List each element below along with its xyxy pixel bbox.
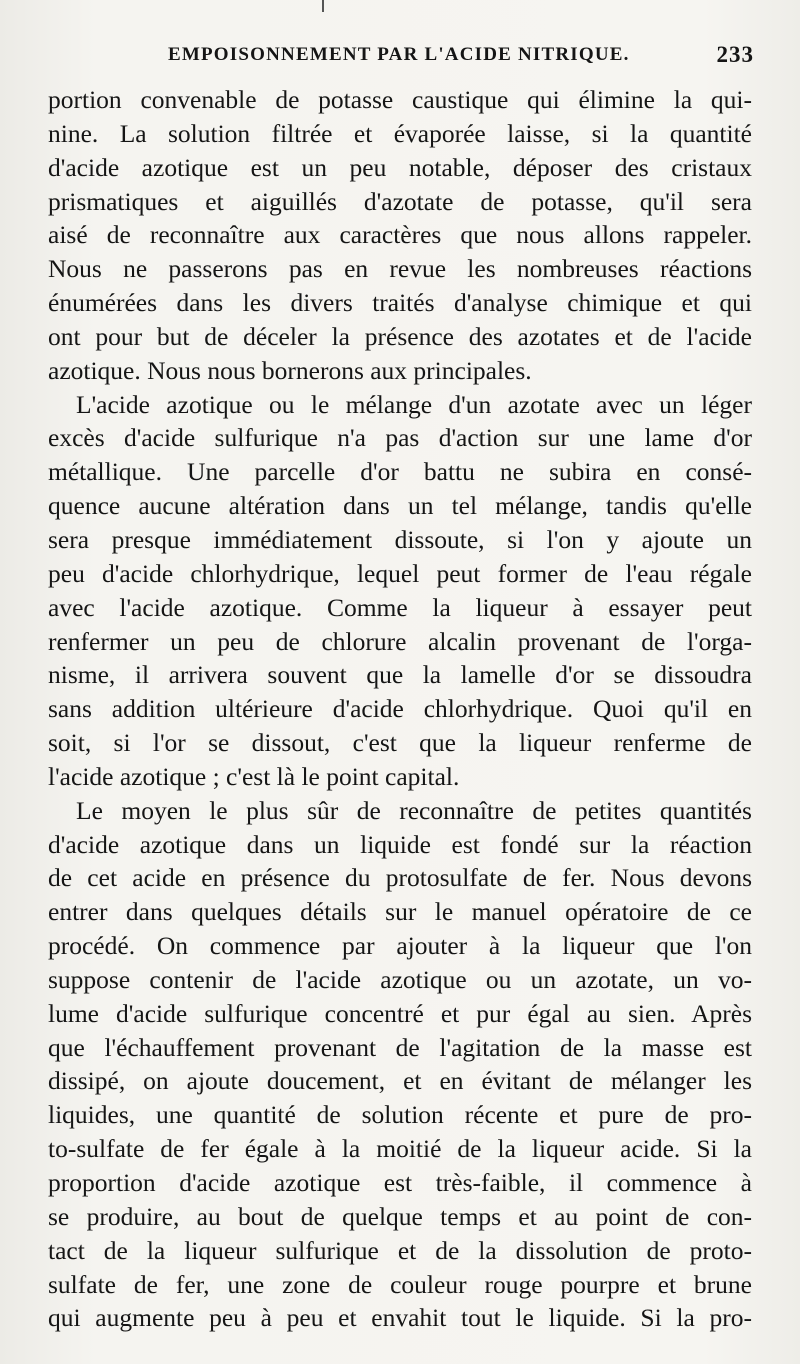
text-line: dissipé, on ajoute doucement, et en évitant de mélanger les [48,1066,752,1096]
page-number: 233 [716,42,754,67]
text-line: liquides, une quantité de solution récente et pure de pro- [48,1100,752,1130]
text-line: de cet acide en présence du protosulfate de fer. Nous devons [48,863,752,893]
text-line: nisme, il arrivera souvent que la lamelle d'or se dissoudra [48,660,752,690]
top-margin-mark [322,0,324,12]
text-line: sulfate de fer, une zone de couleur rouge pourpre et brune [48,1269,752,1299]
text-line: l'acide azotique ; c'est là le point capital. [48,761,460,791]
text-line: portion convenable de potasse caustique qui élimine la qui- [48,85,752,114]
text-line: excès d'acide sulfurique n'a pas d'action sur une lame d'or [48,423,752,453]
text-line: ont pour but de déceler la présence des azotates et de l'acide [48,321,752,351]
text-line: nine. La solution filtrée et évaporée laisse, si la quantité [48,118,752,148]
running-head: EMPOISONNEMENT PAR L'ACIDE NITRIQUE. [168,44,630,65]
text-line: métallique. Une parcelle d'or battu ne subira en consé- [48,457,752,487]
text-line: avec l'acide azotique. Comme la liqueur à essayer peut [48,592,752,622]
page-body [48,83,752,1335]
text-line: renfermer un peu de chlorure alcalin provenant de l'orga- [48,626,752,656]
text-line: se produire, au bout de quelque temps et au point de con- [48,1201,752,1231]
paragraph-start-line: L'acide azotique ou le mélange d'un azotate avec un léger [76,389,752,419]
text-line: proportion d'acide azotique est très-faible, il commence à [48,1168,752,1197]
page-header [48,44,754,74]
paragraph-start-line: Le moyen le plus sûr de reconnaître de petites quantités [76,795,752,825]
text-line: peu d'acide chlorhydrique, lequel peut former de l'eau régale [48,558,752,588]
text-line: quence aucune altération dans un tel mélange, tandis qu'elle [48,491,752,521]
text-line: azotique. Nous nous bornerons aux principales. [48,355,532,385]
text-line: prismatiques et aiguillés d'azotate de potasse, qu'il sera [48,186,752,216]
text-line: sans addition ultérieure d'acide chlorhydrique. Quoi qu'il en [48,694,752,724]
text-line: aisé de reconnaître aux caractères que nous allons rappeler. [48,220,752,250]
text-line: entrer dans quelques détails sur le manuel opératoire de ce [48,897,752,927]
text-line: lume d'acide sulfurique concentré et pur égal au sien. Après [48,998,752,1028]
text-line: énumérées dans les divers traités d'analyse chimique et qui [48,288,752,318]
text-line: suppose contenir de l'acide azotique ou un azotate, un vo- [48,964,752,994]
text-line: to-sulfate de fer égale à la moitié de la liqueur acide. Si la [48,1134,752,1164]
text-line: procédé. On commence par ajouter à la liqueur que l'on [48,931,752,961]
text-line: soit, si l'or se dissout, c'est que la liqueur renferme de [48,728,752,758]
text-line: sera presque immédiatement dissoute, si l'on y ajoute un [48,524,752,554]
text-line: que l'échauffement provenant de l'agitation de la masse est [48,1032,752,1062]
text-line: d'acide azotique dans un liquide est fondé sur la réaction [48,829,752,859]
text-line: qui augmente peu à peu et envahit tout le liquide. Si la pro- [48,1303,752,1333]
text-line: d'acide azotique est un peu notable, déposer des cristaux [48,152,752,182]
text-line: Nous ne passerons pas en revue les nombreuses réactions [48,254,752,284]
text-line: tact de la liqueur sulfurique et de la dissolution de proto- [48,1235,752,1265]
